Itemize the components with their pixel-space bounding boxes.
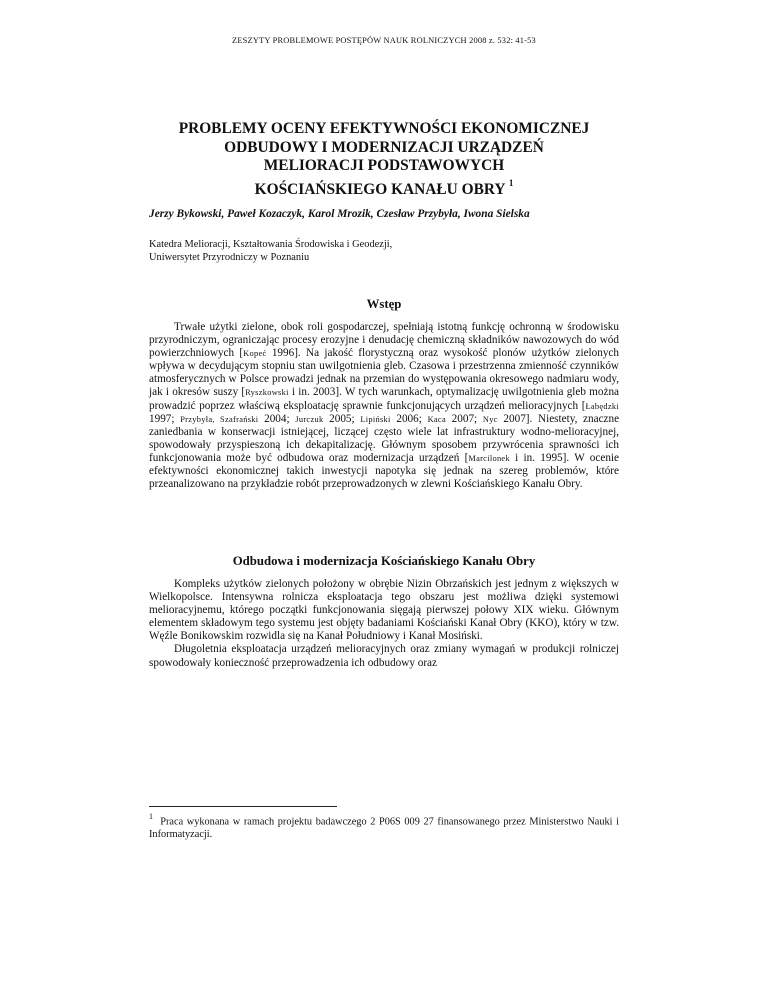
title-footnote-mark: 1	[508, 177, 514, 188]
citation: Kopeć	[243, 349, 267, 359]
section-heading-reconstruction: Odbudowa i modernizacja Kościańskiego Kanału Obry	[232, 554, 536, 568]
citation: Kaca	[427, 414, 446, 424]
section-reconstruction-body	[149, 578, 619, 670]
paragraph: Długoletnia eksploatacja urządzeń melioracyjnych oraz zmiany wymagań w produkcji rolniczej spowodowały konieczność przeprowadzenia ich odbudowy oraz	[149, 643, 619, 669]
citation: Przybyła, Szafrański	[180, 414, 259, 424]
citation: Łabędzki	[585, 401, 619, 411]
title-line: MELIORACJI PODSTAWOWYCH	[263, 157, 505, 174]
running-header: ZESZYTY PROBLEMOWE POSTĘPÓW NAUK ROLNICZYCH 2008 z. 532: 41-53	[232, 36, 536, 45]
footnote-mark: 1	[149, 812, 153, 821]
footnote-divider	[149, 806, 337, 807]
footnote	[149, 812, 619, 842]
title-line: PROBLEMY OCENY EFEKTYWNOŚCI EKONOMICZNEJ	[178, 120, 590, 137]
citation: Nyc	[482, 414, 498, 424]
affiliation-line: Uniwersytet Przyrodniczy w Poznaniu	[149, 252, 310, 263]
title-line-text: KOŚCIAŃSKIEGO KANAŁU OBRY	[254, 180, 505, 198]
affiliation	[149, 238, 392, 264]
authors: Jerzy Bykowski, Paweł Kozaczyk, Karol Mrozik, Czesław Przybyła, Iwona Sielska	[149, 208, 530, 220]
paper-title	[110, 120, 658, 199]
paragraph: Trwałe użytki zielone, obok roli gospodarczej, spełniają istotną funkcję ochronną w środowisku przyrodniczym, ograniczając procesy erozyjne i denudację chemiczną składników nawozowych do wód powierzchniowych [Kopeć 1996]. Na jakość florystyczną oraz wysokość plonów użytków zielonych wpływa w decydującym stopniu stan uwilgotnienia gleb. Czasowa i przestrzenna zmienność czynników atmosferycznych w Polsce prowadzi jednak na przemian do występowania okresowego nadmiaru wody, jak i okresów suszy [Ryszkowski i in. 2003]. W tych warunkach, optymalizację uwilgotnienia gleb można prowadzić poprzez właściwą eksploatację sprawnie funkcjonujących urządzeń melioracyjnych [Łabędzki 1997; Przybyła, Szafrański 2004; Jurczuk 2005; Lipiński 2006; Kaca 2007; Nyc 2007]. Niestety, znaczne zaniedbania w konserwacji istniejącej, liczącej często wiele lat infrastruktury wodno-melioracyjnej, spowodowały przyspieszoną ich dekapitalizację. Głównym sposobem przywrócenia sprawności ich funkcjonowania może być odbudowa oraz modernizacja urządzeń [Marcilonek i in. 1995]. W ocenie efektywności ekonomicznej takich inwestycji napotyka się jednak na szereg problemów, które przeanalizowano na przykładzie robót przeprowadzonych w zlewni Kościańskiego Kanału Obry.	[149, 321, 620, 491]
title-line: ODBUDOWY I MODERNIZACJI URZĄDZEŃ	[224, 138, 544, 156]
paragraph: Kompleks użytków zielonych położony w obrębie Nizin Obrzańskich jest jednym z większych w Wielkopolsce. Intensywna rolnicza eksploatacja tego obszaru jest możliwa dzięki systemowi melioracyjnemu, którego początki funkcjonowania sięgają pierwszej połowy XIX wieku. Głównym elementem składowym tego systemu jest objęty badaniami Kościański Kanał Obry (KKO), który w tzw. Węźle Bonikowskim rozwidla się na Kanał Południowy i Kanał Mosiński.	[149, 578, 619, 643]
citation: Marcilonek	[468, 453, 510, 463]
affiliation-line: Katedra Melioracji, Kształtowania Środowiska i Geodezji,	[149, 239, 393, 250]
citation: Lipiński	[360, 414, 391, 424]
citation: Jurczuk	[295, 414, 324, 424]
section-heading-intro: Wstęp	[366, 297, 402, 311]
citation: Ryszkowski	[245, 388, 289, 398]
title-line	[110, 176, 658, 200]
footnote-text: Praca wykonana w ramach projektu badawczego 2 P06S 009 27 finansowanego przez Ministerstwo Nauki i Informatyzacji.	[149, 816, 619, 841]
section-intro-body	[149, 321, 619, 491]
